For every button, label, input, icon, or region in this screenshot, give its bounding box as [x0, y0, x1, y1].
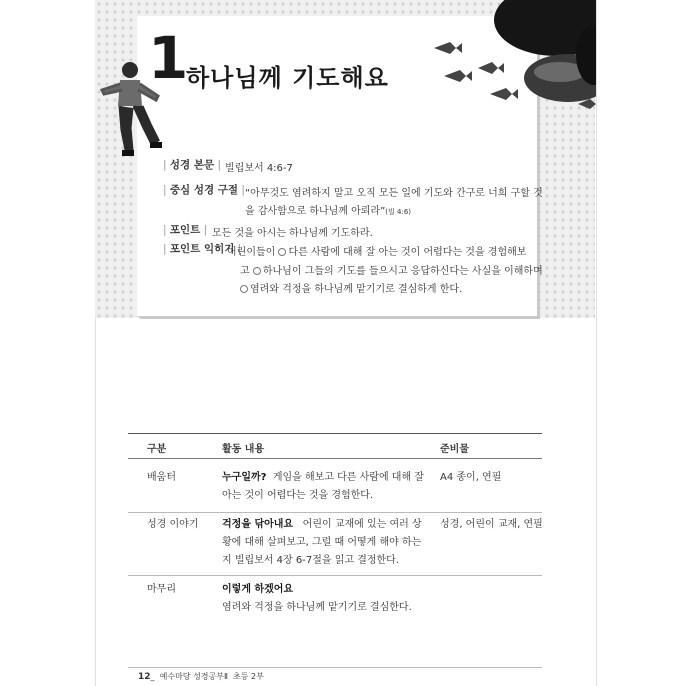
chapter-title: 하나님께 기도해요: [186, 64, 389, 92]
child-shoe-left: [122, 150, 134, 156]
decorative-rocks-and-fish: [428, 0, 596, 130]
page-footer: [138, 671, 264, 682]
verse-label: | 중심 성경 구절 |: [163, 184, 245, 196]
practice-line-2-prefix: 고: [240, 266, 253, 277]
practice-item-2: 하나님이 그들의 기도를 들으시고 응답하신다는 사실을 이해하며: [262, 266, 543, 277]
row1-category: 배움터: [147, 472, 176, 483]
verse-line-1: “아무것도 염려하지 말고 오직 모든 일에 기도와 간구로 너희 구할 것: [245, 188, 543, 199]
point-value: 모든 것을 아시는 하나님께 기도하라.: [212, 228, 373, 239]
chapter-number: 1: [148, 24, 189, 92]
row2-activity-line2: 황에 대해 살펴보고, 그럴 때 어떻게 해야 하는: [222, 537, 422, 548]
row1-activity-title: 누구일까?: [222, 472, 267, 483]
page-number-separator: _: [150, 672, 155, 681]
header-materials: 준비물: [440, 444, 469, 455]
child-shoe-right: [150, 142, 162, 148]
scripture-row: [163, 158, 221, 172]
circle-bullet-icon: [278, 248, 286, 256]
row2-activity-line3: 지 빌립보서 4장 6-7절을 읽고 결정한다.: [222, 555, 400, 566]
practice-label: | 포인트 익히기 |: [163, 243, 241, 255]
table-top-rule: [128, 433, 542, 434]
scripture-value: 빌립보서 4:6-7: [225, 163, 293, 174]
row2-category: 성경 이야기: [147, 519, 199, 530]
row1-materials: A4 종이, 연필: [440, 472, 502, 483]
page-number: 12: [138, 672, 151, 682]
practice-line-1: [227, 243, 526, 258]
circle-bullet-icon: [240, 285, 248, 293]
row2-materials: 성경, 어린이 교재, 연필: [440, 519, 543, 530]
verse-line-2: [245, 202, 411, 217]
row3-activity-title-text: 이렇게 하겠어요: [222, 584, 294, 595]
verse-row: [163, 183, 245, 197]
circle-bullet-icon: [253, 267, 261, 275]
practice-item-1: 다른 사람에 대해 잘 아는 것이 어렵다는 것을 경험해보: [288, 247, 527, 258]
row2-activity-title: 걱정을 닦아내요: [222, 519, 294, 530]
practice-line-3: [240, 280, 462, 295]
practice-line-2: [240, 262, 543, 277]
row1-activity-line2: 아는 것이 어렵다는 것을 경험한다.: [222, 490, 374, 501]
table-header-rule: [128, 458, 542, 459]
scripture-label: | 성경 본문 |: [163, 159, 221, 171]
verse-line-2-text: 을 감사함으로 하나님께 아뢰라”: [245, 206, 386, 217]
row2-activity-text1: 어린이 교재에 있는 여러 상: [302, 519, 422, 530]
child-head: [122, 62, 138, 78]
row-divider: [128, 575, 542, 576]
practice-item-3: 염려와 걱정을 하나님께 맡기기로 결심하게 한다.: [250, 284, 463, 295]
row1-activity-text1: 게임을 해보고 다른 사람에 대해 잘: [272, 472, 424, 483]
book-title: 예수마당 성경공부Ⅱ: [159, 672, 228, 681]
book-level: 초등 2부: [233, 672, 264, 681]
row3-category: 마무리: [147, 584, 176, 595]
header-activity: 활동 내용: [222, 444, 265, 455]
row3-activity-title: [222, 580, 293, 600]
point-row: [163, 223, 207, 237]
row3-activity-line1: 염려와 걱정을 하나님께 맡기기로 결심한다.: [222, 602, 412, 613]
point-label: | 포인트 |: [163, 224, 207, 236]
row1-activity-line1: [222, 468, 424, 488]
header-category: 구분: [147, 444, 167, 455]
child-body: [118, 80, 142, 106]
row2-activity-line1: [222, 515, 422, 535]
verse-reference: (빌 4:6): [385, 208, 412, 216]
practice-intro: 어린이들이: [227, 247, 279, 258]
row-divider: [128, 512, 542, 513]
footer-rule: [128, 667, 542, 668]
